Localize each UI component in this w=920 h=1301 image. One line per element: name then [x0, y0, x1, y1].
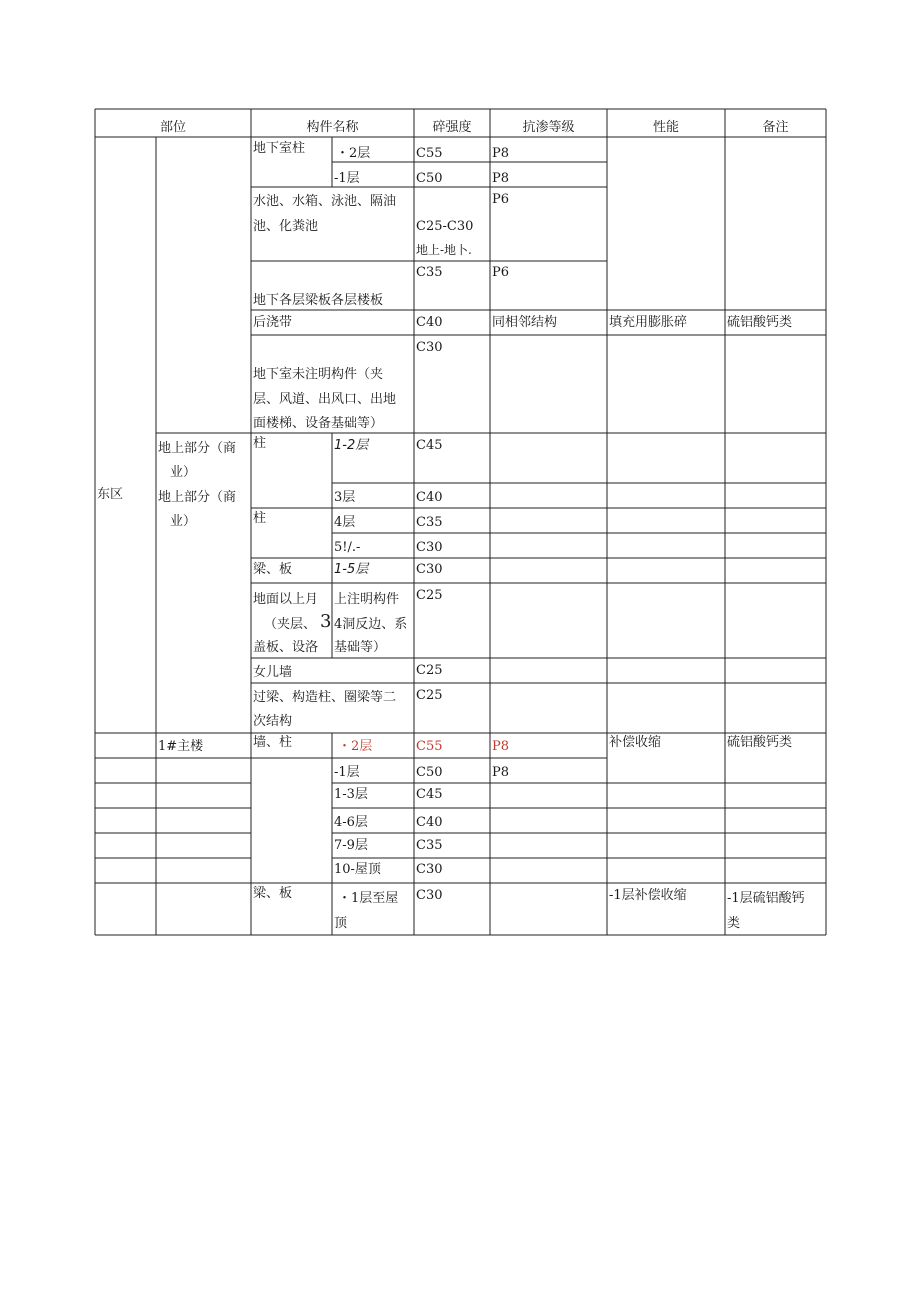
main-beam-performance: -1层补偿收缩 — [609, 888, 687, 903]
main-strength-1-3: C45 — [416, 787, 443, 802]
main-remark: 硫铝酸钙类 — [727, 735, 793, 750]
above-part-1-line2: 业） — [170, 465, 197, 480]
pool-note: 地上-地卜. — [416, 243, 472, 257]
floor-b2: ・2层 — [336, 146, 371, 161]
slab-strength: C35 — [416, 265, 443, 280]
strength-1-5: C30 — [416, 562, 443, 577]
lintel-strength: C25 — [416, 688, 443, 703]
main-floor-7-9: 7-9层 — [334, 838, 368, 853]
ground-label-line3: 盖板、设洛 — [253, 640, 319, 655]
header-impermeability: 抗渗等级 — [522, 120, 575, 135]
above-part-2-line2: 业） — [170, 514, 197, 529]
main-floor-1-3: 1-3层 — [334, 787, 368, 802]
main-beam-label: 梁、板 — [253, 886, 293, 901]
pool-label-line1: 水池、水箱、泳池、隔油 — [253, 194, 397, 209]
main-strength-b1: C50 — [416, 765, 443, 780]
header-performance: 性能 — [652, 120, 679, 135]
slab-grade: P6 — [492, 265, 510, 280]
main-beam-floor-line2: 顶 — [334, 916, 348, 931]
strength-5: C30 — [416, 540, 443, 555]
ground-label-line2: （夹层、 — [264, 617, 317, 632]
above-part-2-line1: 地上部分（商 — [158, 490, 237, 505]
parapet-strength: C25 — [416, 663, 443, 678]
above-column-2: 柱 — [253, 511, 267, 526]
main-beam-floor-line1: ・1层至屋 — [338, 891, 399, 906]
strength-b1: C50 — [416, 171, 443, 186]
main-floor-b1: -1层 — [334, 765, 360, 780]
strength-4: C35 — [416, 515, 443, 530]
ground-right-line1: 上注明构件 — [334, 592, 400, 607]
strength-b2: C55 — [416, 146, 443, 161]
main-wall-label: 墙、柱 — [253, 735, 293, 750]
floor-3: 3层 — [334, 490, 356, 505]
grade-b2: P8 — [492, 146, 510, 161]
basement-column: 地下室柱 — [253, 141, 306, 156]
main-floor-4-6: 4-6层 — [334, 815, 368, 830]
post-pour-label: 后浇带 — [253, 315, 293, 330]
lintel-label-line2: 次结构 — [253, 714, 293, 729]
ground-label-line1: 地面以上月 — [253, 592, 319, 607]
floor-5: 5!/.- — [334, 540, 361, 555]
post-pour-strength: C40 — [416, 315, 443, 330]
other-label-line2: 层、风道、出风口、出地 — [253, 392, 397, 407]
strength-3: C40 — [416, 490, 443, 505]
above-part-1-line1: 地上部分（商 — [158, 441, 237, 456]
floor-4: 4层 — [334, 515, 356, 530]
post-pour-remark: 硫铝酸钙类 — [727, 315, 793, 330]
other-label-line3: 面楼梯、设备基础等） — [253, 416, 384, 431]
main-strength-7-9: C35 — [416, 838, 443, 853]
east-area-label: 东区 — [97, 487, 124, 502]
ground-right-line3: 基础等） — [334, 640, 387, 655]
pool-grade: P6 — [492, 192, 510, 207]
parapet-label: 女儿墙 — [253, 665, 293, 680]
floor-b1: -1层 — [334, 171, 360, 186]
main-floor-b2: ・2层 — [338, 739, 373, 754]
main-building-label: 1#主楼 — [158, 739, 204, 754]
main-performance: 补偿收缩 — [609, 735, 662, 750]
ground-strength: C25 — [416, 588, 443, 603]
above-beam-label: 梁、板 — [253, 562, 293, 577]
main-strength-b2: C55 — [416, 739, 443, 754]
lintel-label-line1: 过梁、构造柱、圈梁等二 — [253, 690, 397, 705]
header-remark: 备注 — [762, 120, 789, 135]
ground-label-mark: 3 — [320, 611, 332, 632]
pool-strength: C25-C30 — [416, 219, 474, 234]
main-beam-strength: C30 — [416, 888, 443, 903]
main-floor-top: 10-屋顶 — [334, 862, 381, 877]
pool-label-line2: 池、化粪池 — [253, 219, 319, 234]
header-strength: 碎强度 — [432, 120, 472, 135]
above-column-1: 柱 — [253, 436, 267, 451]
post-pour-grade: 同相邻结构 — [492, 315, 558, 330]
strength-1-2: C45 — [416, 438, 443, 453]
main-strength-4-6: C40 — [416, 815, 443, 830]
main-strength-top: C30 — [416, 862, 443, 877]
slab-label: 地下各层梁板各层楼板 — [253, 293, 384, 308]
ground-right-line2: 4洞反边、系 — [334, 617, 408, 632]
floor-1-2: 1-2层 — [334, 438, 369, 453]
main-beam-remark-line2: 类 — [727, 916, 741, 931]
other-strength: C30 — [416, 340, 443, 355]
header-component: 构件名称 — [306, 120, 359, 135]
header-part: 部位 — [159, 120, 186, 135]
floor-1-5: 1-5层 — [334, 562, 369, 577]
other-label-line1: 地下室未注明构件（夹 — [253, 367, 384, 382]
main-grade-b1: P8 — [492, 765, 510, 780]
post-pour-performance: 填充用膨胀碎 — [609, 315, 688, 330]
main-beam-remark-line1: -1层硫铝酸钙 — [727, 891, 805, 906]
main-grade-b2: P8 — [492, 739, 510, 754]
grade-b1: P8 — [492, 171, 510, 186]
